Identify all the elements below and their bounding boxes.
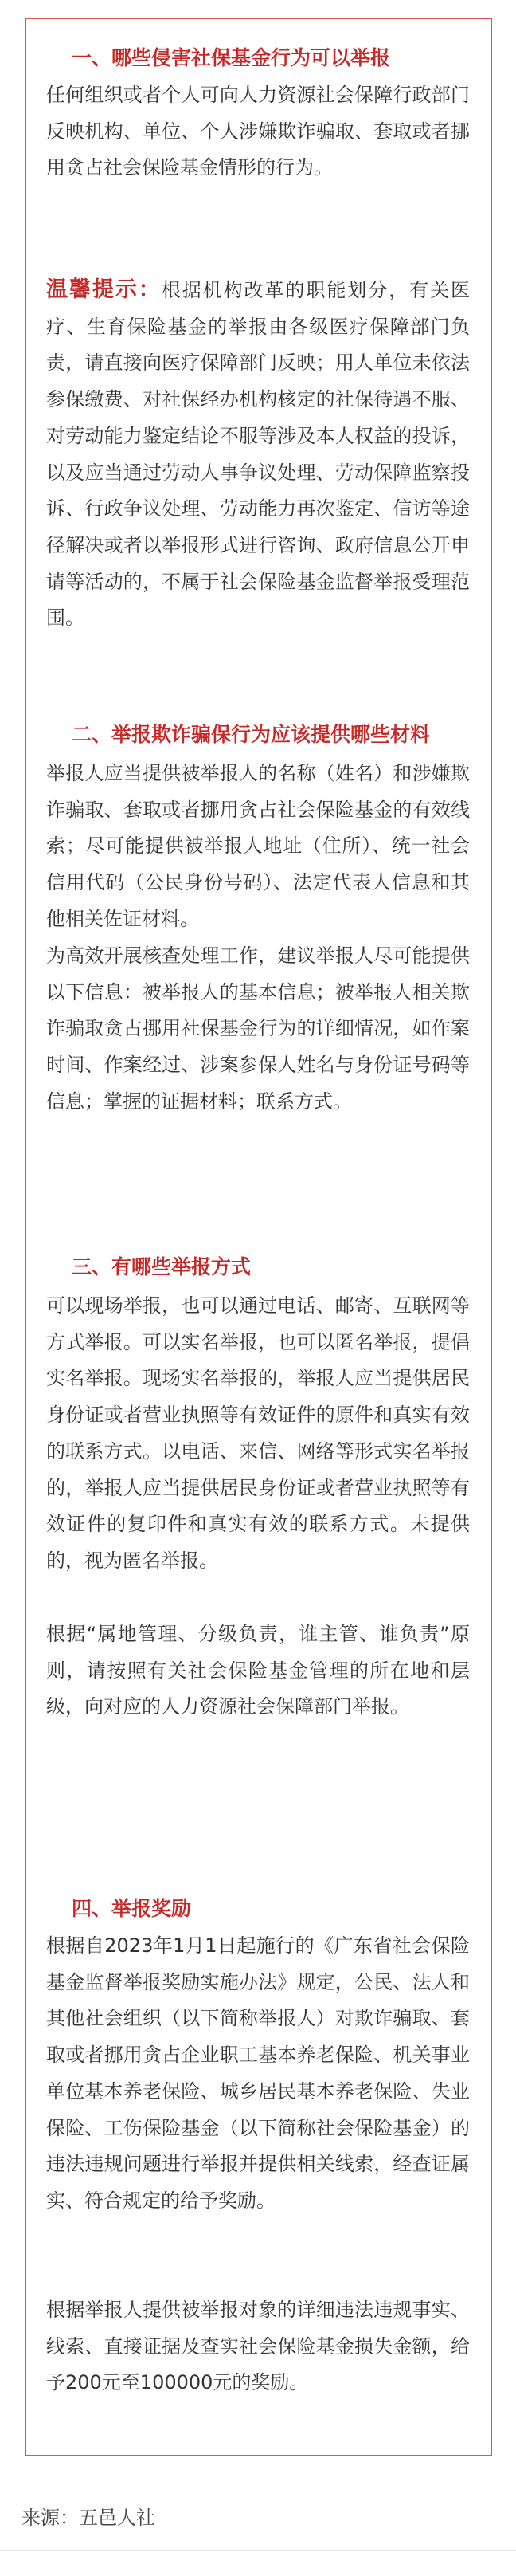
footer-divider: [0, 2550, 516, 2551]
tip-paragraph: [46, 272, 470, 637]
section-title-3: 三、有哪些举报方式: [72, 1255, 252, 1278]
section-title-4: 四、举报奖励: [72, 1897, 192, 1920]
section-4-paragraph-2: 根据举报人提供被举报对象的详细违法违规事实、线索、直接证据及查实社会保险基金损失金额，给予200元至100000元的奖励。: [46, 2299, 470, 2394]
source-credit: 来源：五邑人社: [22, 2507, 155, 2529]
section-4-paragraph-1: 根据自2023年1月1日起施行的《广东省社会保险基金监督举报奖励实施办法》规定，公民、法人和其他社会组织（以下简称举报人）对欺诈骗取、套取或者挪用贪占企业职工基本养老保险、机关事业单位基本养老保险、城乡居民基本养老保险、失业保险、工伤保险基金（以下简称社会保险基金）的违法违规问题进行举报并提供相关线索，经查证属实、符合规定的给予奖励。: [46, 1934, 470, 2212]
section-title-2: 二、举报欺诈骗保行为应该提供哪些材料: [72, 723, 431, 746]
section-2-paragraph-2: 为高效开展核查处理工作，建议举报人尽可能提供以下信息：被举报人的基本信息；被举报人相关欺诈骗取贪占挪用社保基金行为的详细情况，如作案时间、作案经过、涉案参保人姓名与身份证号码等信息；掌握的证据材料；联系方式。: [46, 944, 470, 1113]
tip-text: 根据机构改革的职能划分，有关医疗、生育保险基金的举报由各级医疗保障部门负责，请直接向医疗保障部门反映；用人单位未依法参保缴费、对社保经办机构核定的社保待遇不服、对劳动能力鉴定结论不服等涉及本人权益的投诉，以及应当通过劳动人事争议处理、劳动保障监察投诉、行政争议处理、劳动能力再次鉴定、信访等途径解决或者以举报形式进行咨询、政府信息公开申请等活动的，不属于社会保险基金监督举报受理范围。: [46, 279, 471, 630]
section-1-paragraph-1: 任何组织或者个人可向人力资源社会保障行政部门反映机构、单位、个人涉嫌欺诈骗取、套取或者挪用贪占社会保险基金情形的行为。: [46, 84, 470, 179]
section-2-paragraph-1: 举报人应当提供被举报人的名称（姓名）和涉嫌欺诈骗取、套取或者挪用贪占社会保险基金的有效线索；尽可能提供被举报人地址（住所）、统一社会信用代码（公民身份号码）、法定代表人信息和其他相关佐证材料。: [46, 762, 470, 930]
section-3-paragraph-2: 根据“属地管理、分级负责，谁主管、谁负责”原则，请按照有关社会保险基金管理的所在地和层级，向对应的人力资源社会保障部门举报。: [46, 1623, 470, 1718]
section-3-paragraph-1: 可以现场举报，也可以通过电话、邮寄、互联网等方式举报。可以实名举报，也可以匿名举报，提倡实名举报。现场实名举报的，举报人应当提供居民身份证或者营业执照等有效证件的原件和真实有效的联系方式。以电话、来信、网络等形式实名举报的，举报人应当提供居民身份证或者营业执照等有效证件的复印件和真实有效的联系方式。未提供的，视为匿名举报。: [46, 1294, 470, 1572]
section-title-1: 一、哪些侵害社保基金行为可以举报: [72, 46, 391, 69]
tip-label: 温馨提示：: [46, 277, 162, 302]
